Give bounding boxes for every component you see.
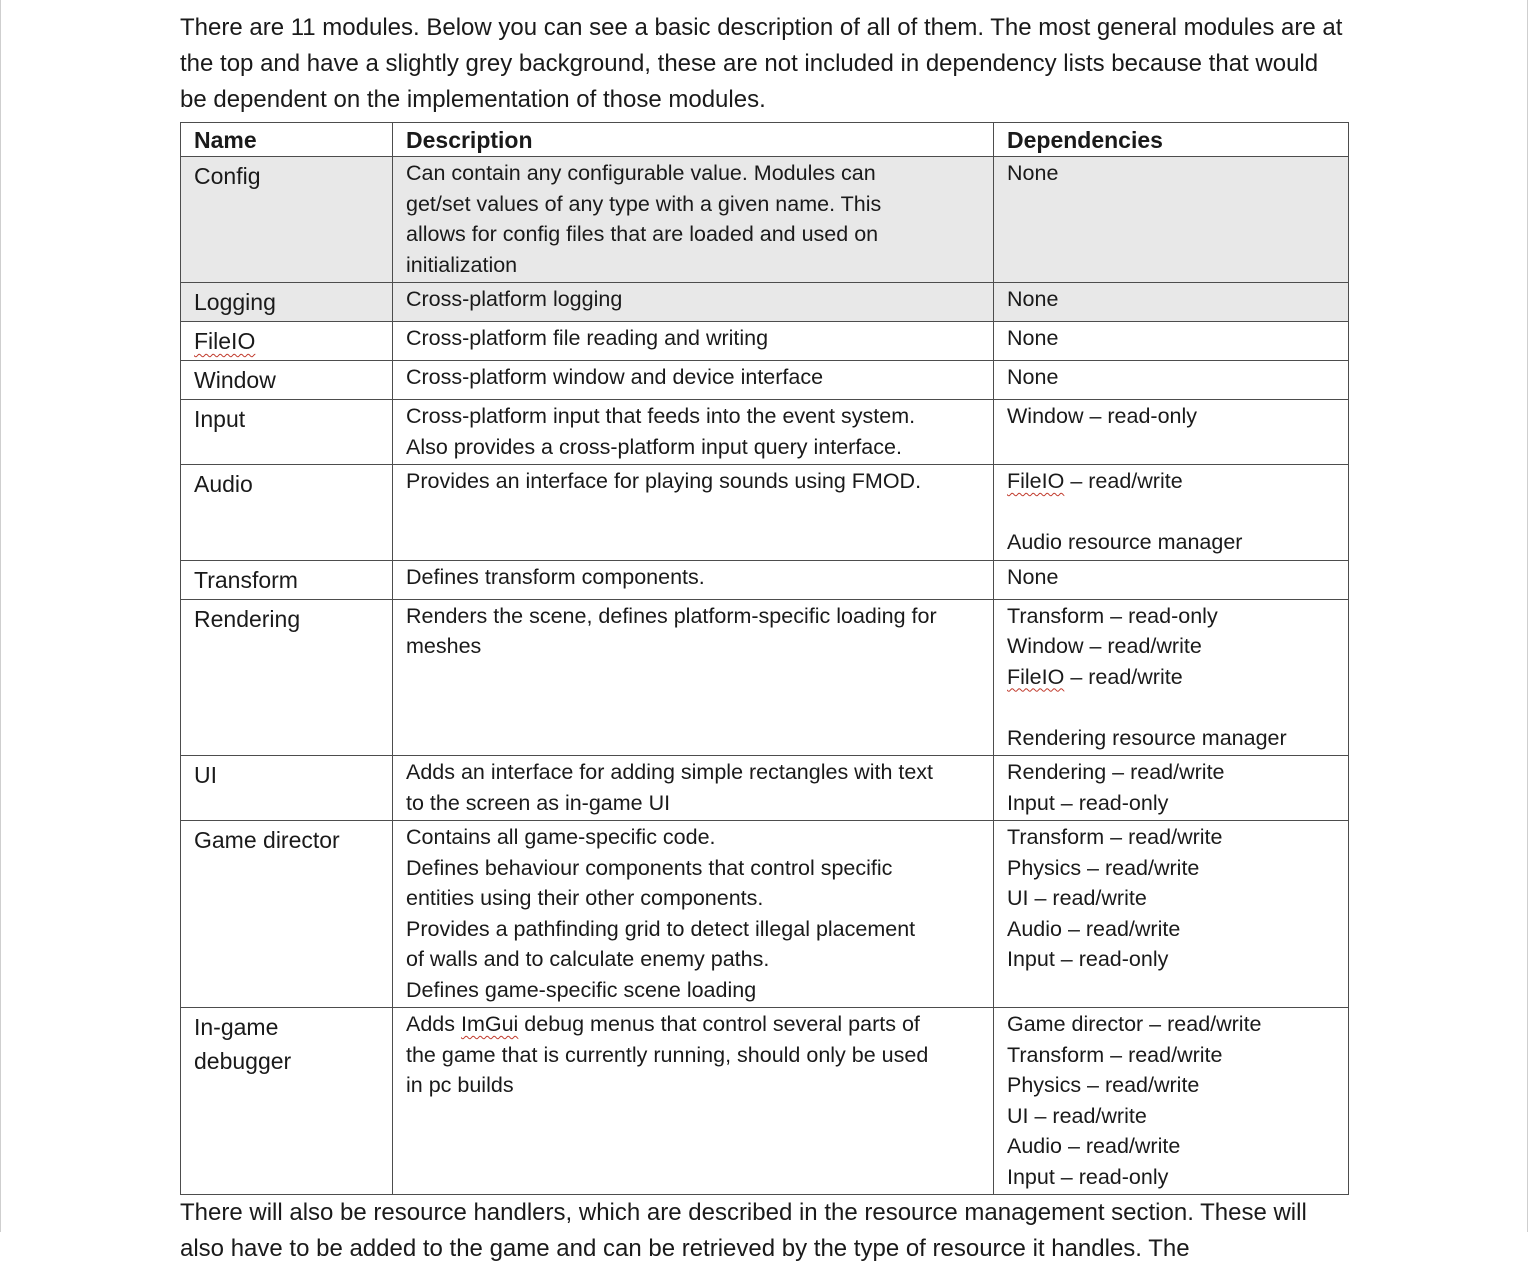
outro-paragraph: There will also be resource handlers, which are described in the resource management section. These will also have to be added to the game and can be retrieved by the type of resource it handles. The (180, 1199, 1307, 1262)
description-line: Adds an interface for adding simple rectangles with text (406, 760, 934, 784)
dependency-line: Audio resource manager (1007, 530, 1243, 554)
table-body (181, 157, 1349, 1195)
table-row (181, 283, 1349, 322)
description-line: Cross-platform window and device interface (406, 365, 824, 389)
description-line: Cross-platform logging (406, 287, 623, 311)
page-edge-left (0, 0, 1, 1232)
module-name (181, 157, 393, 283)
table-row (181, 157, 1349, 283)
table-row (181, 599, 1349, 756)
dependency-line: Input – read-only (1007, 1164, 1169, 1189)
module-dependencies (994, 157, 1349, 283)
dependency-line: Window – read/write (1007, 634, 1202, 658)
dependency-spacer (1007, 497, 1335, 528)
module-name-text: Transform (194, 566, 298, 593)
module-dependencies (994, 821, 1349, 1008)
table-row (181, 322, 1349, 361)
description-line: Provides a pathfinding grid to detect illegal placement (406, 916, 916, 941)
intro-paragraph: There are 11 modules. Below you can see a basic description of all of them. The most general modules are at the top and have a slightly grey background, these are not included in dependency lists because that would be dependent on the implementation of those modules. (180, 14, 1343, 113)
dependency-line: Input – read-only (1007, 947, 1169, 971)
module-name-text: FileIO (194, 328, 256, 354)
module-description (393, 756, 994, 821)
module-description (393, 599, 994, 756)
dependency-line: Rendering – read/write (1007, 760, 1225, 784)
description-line: Contains all game-specific code. (406, 825, 716, 849)
description-line: Cross-platform input that feeds into the event system. (406, 404, 916, 428)
dependency-line: Game director – read/write (1007, 1012, 1262, 1036)
description-line: of walls and to calculate enemy paths. (406, 947, 770, 971)
module-description (393, 1008, 994, 1195)
module-description (393, 400, 994, 465)
module-name (181, 322, 393, 361)
description-line: Defines behaviour components that control specific (406, 855, 893, 880)
description-line: Provides an interface for playing sounds using FMOD. (406, 469, 922, 493)
description-line: initialization (406, 252, 518, 277)
description-line: Cross-platform file reading and writing (406, 326, 769, 350)
module-name-text: UI (194, 762, 217, 788)
dependency-line: None (1007, 365, 1059, 389)
description-line: meshes (406, 634, 482, 658)
dependency-line: None (1007, 326, 1059, 350)
header-name: Name (181, 123, 393, 157)
dependency-line: Input – read-only (1007, 790, 1169, 815)
table-row (181, 400, 1349, 465)
module-description (393, 465, 994, 561)
module-name (181, 283, 393, 322)
module-description (393, 821, 994, 1008)
dependency-line: None (1007, 564, 1059, 589)
table-row (181, 821, 1349, 1008)
description-line: Defines transform components. (406, 564, 705, 589)
dependency-line: None (1007, 287, 1059, 311)
module-name-text: Config (194, 163, 261, 189)
module-dependencies (994, 1008, 1349, 1195)
dependency-line: Transform – read/write (1007, 825, 1223, 849)
description-line: Renders the scene, defines platform-specific loading for (406, 603, 937, 628)
module-name-text: Audio (194, 471, 253, 497)
table-row (181, 361, 1349, 400)
module-description (393, 322, 994, 361)
header-description: Description (393, 123, 994, 157)
module-name-text: Input (194, 406, 246, 432)
description-line: Adds ImGui debug menus that control several parts of (406, 1012, 920, 1036)
module-name (181, 1008, 393, 1195)
module-description (393, 560, 994, 599)
table-row (181, 465, 1349, 561)
dependency-spacer (1007, 692, 1335, 723)
dependency-line: Audio – read/write (1007, 916, 1181, 941)
description-line: Also provides a cross-platform input query interface. (406, 434, 902, 459)
module-name (181, 560, 393, 599)
module-dependencies (994, 322, 1349, 361)
description-line: the game that is currently running, should only be used (406, 1042, 929, 1067)
module-dependencies (994, 560, 1349, 599)
module-description (393, 361, 994, 400)
dependency-line: FileIO – read/write (1007, 664, 1183, 689)
module-name (181, 361, 393, 400)
module-description (393, 283, 994, 322)
module-name-text: Rendering (194, 605, 301, 632)
dependency-line: Physics – read/write (1007, 855, 1200, 880)
document-body (180, 10, 1348, 1267)
header-dependencies: Dependencies (994, 123, 1349, 157)
module-dependencies (994, 361, 1349, 400)
description-line: entities using their other components. (406, 886, 764, 910)
table-row (181, 756, 1349, 821)
dependency-line: UI – read/write (1007, 886, 1147, 910)
module-name-text: Window (194, 367, 276, 393)
module-name (181, 599, 393, 756)
table-header-row (181, 123, 1349, 157)
description-line: get/set values of any type with a given name. This (406, 191, 882, 216)
dependency-line: UI – read/write (1007, 1103, 1147, 1128)
dependency-line: Transform – read/write (1007, 1042, 1223, 1067)
dependency-line: None (1007, 161, 1059, 185)
module-dependencies (994, 599, 1349, 756)
table-row (181, 560, 1349, 599)
module-dependencies (994, 400, 1349, 465)
dependency-line: Physics – read/write (1007, 1073, 1200, 1097)
description-line: Defines game-specific scene loading (406, 977, 757, 1002)
description-line: allows for config files that are loaded and used on (406, 222, 879, 246)
dependency-line: Window – read-only (1007, 404, 1198, 428)
description-line: to the screen as in-game UI (406, 790, 671, 815)
description-line: Can contain any configurable value. Modules can (406, 161, 876, 185)
module-name (181, 465, 393, 561)
module-description (393, 157, 994, 283)
module-dependencies (994, 756, 1349, 821)
description-line: in pc builds (406, 1073, 514, 1097)
modules-table (180, 122, 1349, 1195)
dependency-line: Transform – read-only (1007, 603, 1218, 628)
table-row (181, 1008, 1349, 1195)
module-dependencies (994, 283, 1349, 322)
module-name (181, 400, 393, 465)
module-dependencies (994, 465, 1349, 561)
module-name-text: In-game debugger (194, 1014, 292, 1074)
module-name (181, 821, 393, 1008)
dependency-line: Rendering resource manager (1007, 725, 1287, 750)
dependency-line: FileIO – read/write (1007, 469, 1183, 493)
module-name-text: Logging (194, 289, 276, 315)
dependency-line: Audio – read/write (1007, 1134, 1181, 1158)
module-name (181, 756, 393, 821)
module-name-text: Game director (194, 827, 340, 853)
